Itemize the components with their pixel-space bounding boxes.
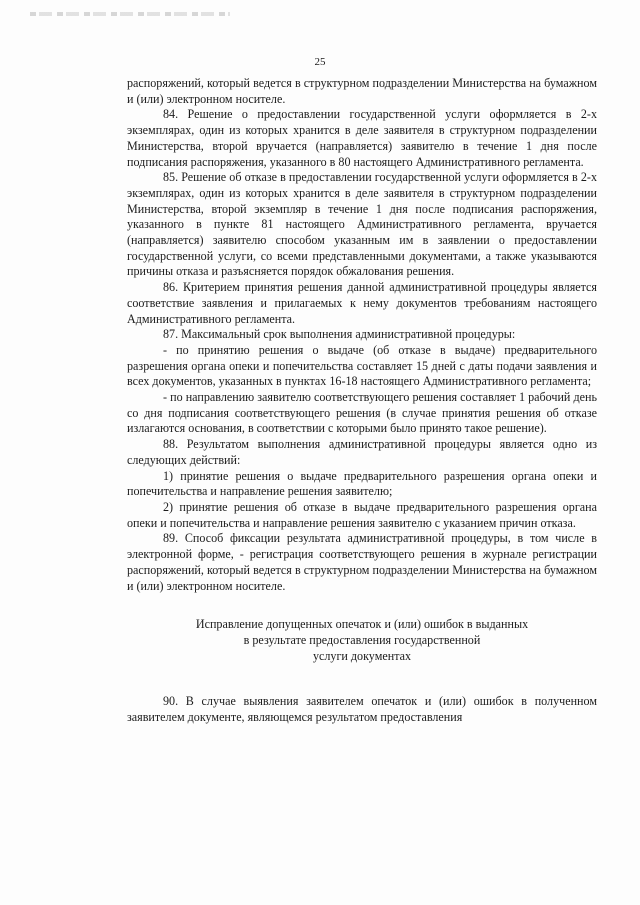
paragraph-87: 87. Максимальный срок выполнения административной процедуры: — [163, 327, 516, 342]
paragraph-85: 85. Решение об отказе в предоставлении государственной услуги оформляется в 2-х экземплярах, один из которых хранится в деле заявителя в структурном подразделении Министерства, второй экземпляр в течение 1 дня после подписания распоряжения, указанного в пункте 81 настоящего Административного регламента, вручается (направляется) заявителю способом указанным им в заявлении о предоставлении государственной услуги, со всеми представленными документами, а также указываются причины отказа и разъясняется порядок обжалования решения. — [127, 170, 597, 279]
section-heading-line-1: Исправление допущенных опечаток и (или) ошибок в выданных — [195, 617, 529, 632]
paragraph-87-item-b: - по направлению заявителю соответствующего решения составляет 1 рабочий день со дня подписания соответствующего решения (в случае принятия решения об отказе излагаются основания, в соответствии с которыми было принято такое решение). — [127, 390, 597, 436]
scan-artifact — [30, 12, 230, 16]
paragraph-88-item-1: 1) принятие решения о выдаче предварительного разрешения органа опеки и попечительства и направление решения заявителю; — [127, 468, 597, 499]
section-heading-line-3: услуги документах — [312, 649, 412, 664]
paragraph-89: 89. Способ фиксации результата административной процедуры, в том числе в электронной форме, - регистрация соответствующего решения в журнале регистрации распоряжений, который ведется в структурном подразделении Министерства на бумажном и (или) электронном носителе. — [127, 531, 597, 593]
paragraph-84: 84. Решение о предоставлении государственной услуги оформляется в 2-х экземплярах, один из которых хранится в деле заявителя в структурном подразделении Министерства, второй вручается (направляется) заявителю в течение 1 дня после подписания распоряжения, указанного в 80 настоящего Административного регламента. — [127, 107, 597, 169]
paragraph-88: 88. Результатом выполнения административной процедуры является одно из следующих действий: — [127, 437, 597, 467]
paragraph-88-item-2: 2) принятие решения об отказе в выдаче предварительного разрешения органа опеки и попечительства и направление решения заявителю с указанием причин отказа. — [127, 499, 597, 530]
section-heading — [127, 616, 597, 664]
paragraph-87-item-a: - по принятию решения о выдаче (об отказе в выдаче) предварительного разрешения органа опеки и попечительства составляет 15 дней с даты подачи заявления и всех документов, указанных в пунктах 16-18 настоящего Административного регламента; — [127, 342, 597, 389]
section-heading-line-2: в результате предоставления государственной — [243, 633, 481, 648]
paragraph-83-continuation: распоряжений, который ведется в структурном подразделении Министерства на бумажном и (или) электронном носителе. — [127, 76, 597, 106]
paragraph-90: 90. В случае выявления заявителем опечаток и (или) ошибок в полученном заявителем документе, являющемся результатом предоставления — [127, 694, 597, 724]
paragraph-86: 86. Критерием принятия решения данной административной процедуры является соответствие заявления и прилагаемых к нему документов требованиям настоящего Административного регламента. — [127, 280, 597, 326]
page-number: 25 — [314, 56, 326, 68]
document-body — [127, 76, 597, 726]
